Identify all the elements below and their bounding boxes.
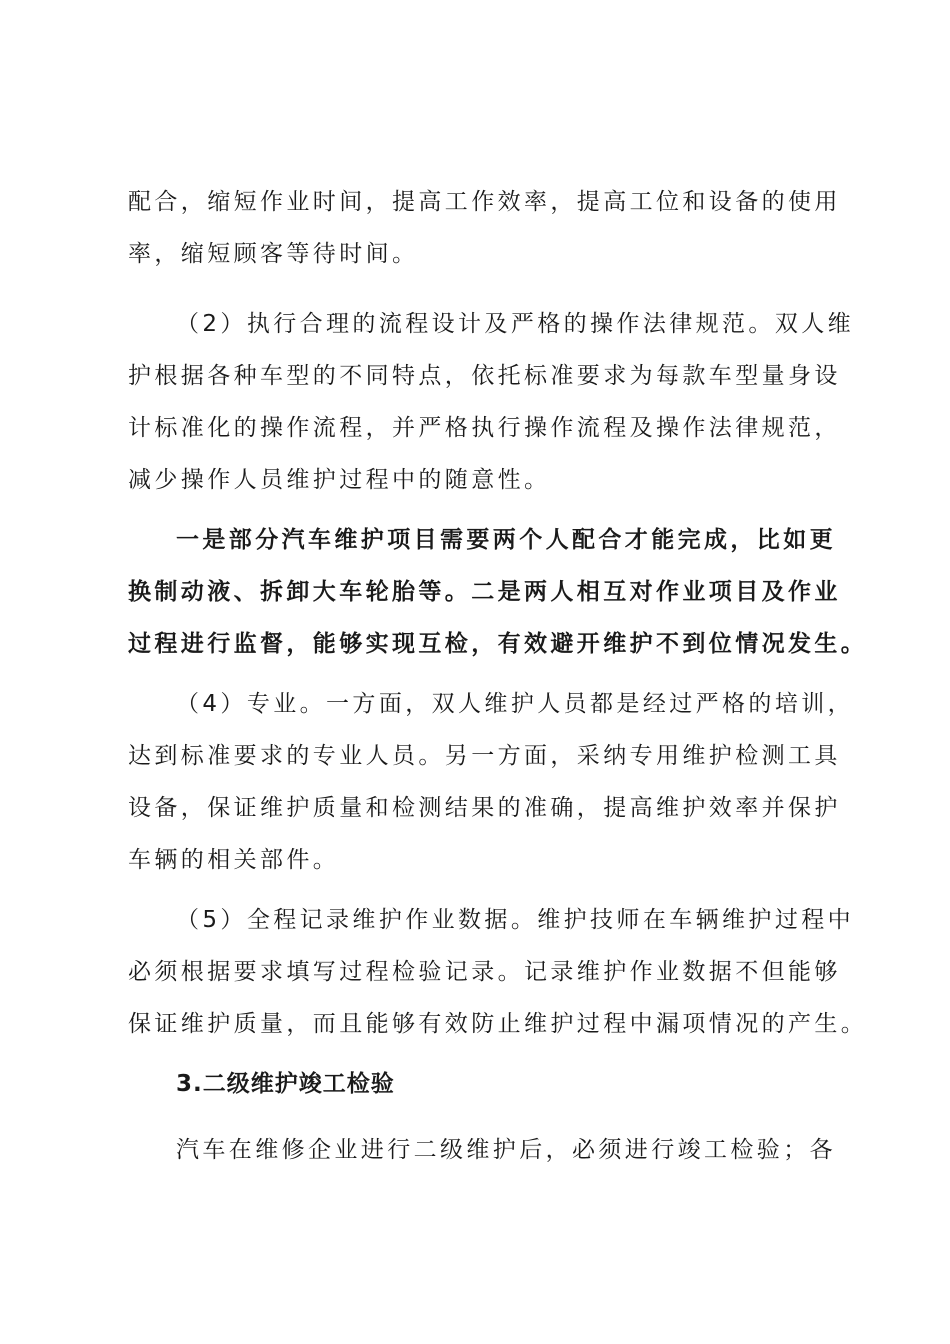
section-heading — [128, 1058, 848, 1110]
text-line: 车辆的相关部件。 — [128, 847, 340, 873]
heading-text: 3.二级维护竣工检验 — [176, 1071, 395, 1097]
text-line: 率，缩短顾客等待时间。 — [128, 241, 419, 267]
text-line: 减少操作人员维护过程中的随意性。 — [128, 467, 551, 493]
text-line: 计标准化的操作流程，并严格执行操作流程及操作法律规范， — [128, 415, 841, 441]
text-line: （4）专业。一方面，双人维护人员都是经过严格的培训， — [176, 691, 855, 717]
paragraph-completion-inspection — [128, 1124, 848, 1176]
text-line: 过程进行监督，能够实现互检，有效避开维护不到位情况发生。 — [128, 631, 868, 657]
paragraph-efficiency — [128, 176, 848, 280]
text-line: 配合，缩短作业时间，提高工作效率，提高工位和设备的使用 — [128, 189, 841, 215]
paragraph-cooperation-bold — [128, 514, 868, 670]
text-line: 汽车在维修企业进行二级维护后，必须进行竣工检验；各 — [176, 1137, 836, 1163]
text-line: 保证维护质量，而且能够有效防止维护过程中漏项情况的产生。 — [128, 1011, 868, 1037]
paragraph-data-recording — [128, 894, 868, 1050]
text-line: 设备，保证维护质量和检测结果的准确，提高维护效率并保护 — [128, 795, 841, 821]
paragraph-professional — [128, 678, 855, 886]
paragraph-process-design — [128, 298, 855, 506]
text-line: （5）全程记录维护作业数据。维护技师在车辆维护过程中 — [176, 907, 855, 933]
text-line: 护根据各种车型的不同特点，依托标准要求为每款车型量身设 — [128, 363, 841, 389]
text-line: 必须根据要求填写过程检验记录。记录维护作业数据不但能够 — [128, 959, 841, 985]
text-line: 一是部分汽车维护项目需要两个人配合才能完成，比如更 — [176, 527, 836, 553]
text-line: 换制动液、拆卸大车轮胎等。二是两人相互对作业项目及作业 — [128, 579, 841, 605]
text-line: 达到标准要求的专业人员。另一方面，采纳专用维护检测工具 — [128, 743, 841, 769]
text-line: （2）执行合理的流程设计及严格的操作法律规范。双人维 — [176, 311, 855, 337]
